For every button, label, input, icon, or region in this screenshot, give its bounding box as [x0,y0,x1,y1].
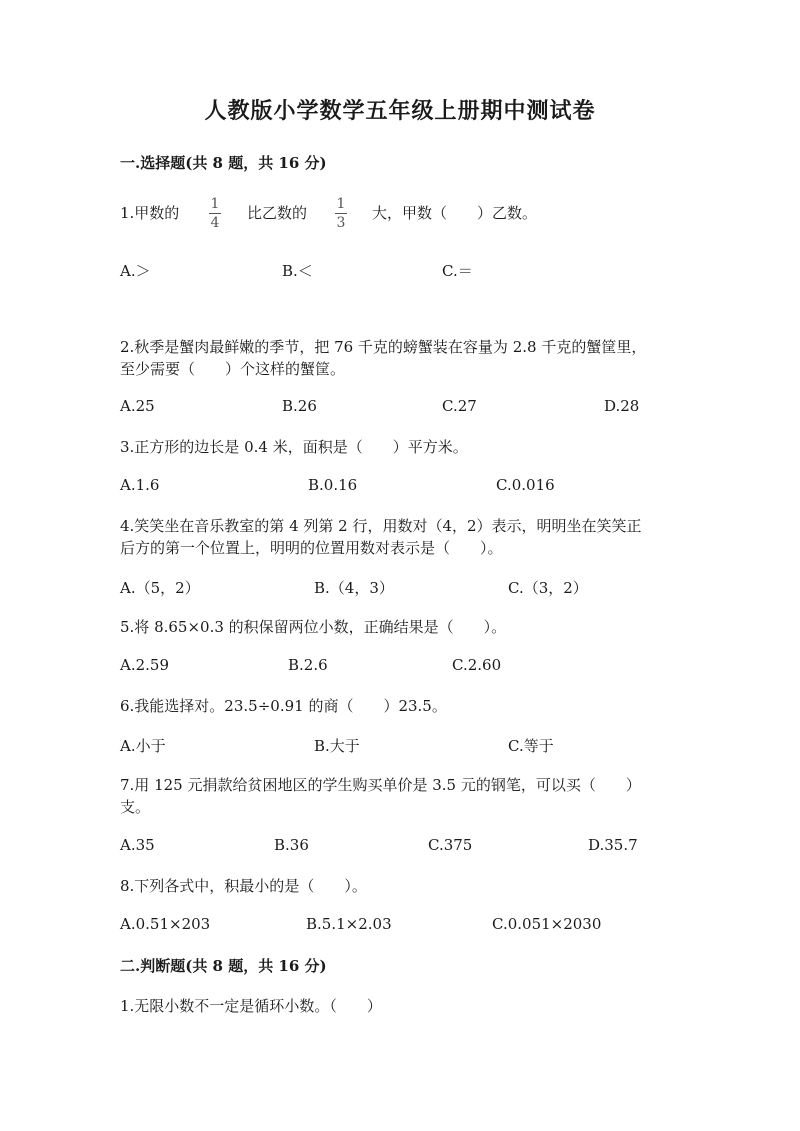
option-c[interactable]: C.375 [428,836,473,854]
option-a[interactable]: A.2.59 [120,656,169,674]
fraction-one-third [333,196,349,231]
question-text: 支。 [120,798,151,816]
option-b[interactable]: B.36 [274,836,309,854]
question-text: 至少需要（ ）个这样的蟹筐。 [120,360,346,378]
option-c[interactable]: C.27 [442,397,477,415]
option-a[interactable]: A.＞ [120,262,151,280]
option-a[interactable]: A.35 [120,836,155,854]
page-title: 人教版小学数学五年级上册期中测试卷 [204,98,596,124]
option-c[interactable]: C.等于 [508,737,554,755]
fraction-denominator: 3 [336,215,346,231]
fraction-numerator: 1 [210,196,220,212]
question-text: 2.秋季是蟹肉最鲜嫩的季节，把 76 千克的螃蟹装在容量为 2.8 千克的蟹筐里， [120,338,647,356]
option-c[interactable]: C.＝ [442,262,473,280]
option-c[interactable]: C.（3，2） [508,579,588,597]
question-text: 1.无限小数不一定是循环小数。（ ） [120,997,382,1015]
question-text: 8.下列各式中，积最小的是（ ）。 [120,877,367,895]
question-text: 比乙数的 [247,204,308,222]
section-heading-judgement: 二.判断题(共 8 题，共 16 分) [120,957,327,975]
option-b[interactable]: B.5.1×2.03 [306,915,392,933]
option-d[interactable]: D.35.7 [588,836,638,854]
option-b[interactable]: B.（4，3） [314,579,394,597]
option-b[interactable]: B.＜ [282,262,313,280]
option-b[interactable]: B.0.16 [308,476,358,494]
option-a[interactable]: A.（5，2） [120,579,200,597]
option-b[interactable]: B.大于 [314,737,360,755]
option-b[interactable]: B.2.6 [288,656,328,674]
question-text: 3.正方形的边长是 0.4 米，面积是（ ）平方米。 [120,438,468,456]
question-text: 大，甲数（ ）乙数。 [372,204,538,222]
option-c[interactable]: C.0.016 [496,476,555,494]
fraction-numerator: 1 [336,196,346,212]
fraction-bar [335,213,347,214]
section-heading-choice: 一.选择题(共 8 题，共 16 分) [120,154,327,172]
question-text: 5.将 8.65×0.3 的积保留两位小数，正确结果是（ ）。 [120,618,507,636]
fraction-denominator: 4 [210,215,220,231]
option-a[interactable]: A.小于 [120,737,166,755]
option-c[interactable]: C.2.60 [452,656,502,674]
question-text: 4.笑笑坐在音乐教室的第 4 列第 2 行，用数对（4，2）表示，明明坐在笑笑正 [120,517,642,535]
option-b[interactable]: B.26 [282,397,317,415]
question-text: 6.我能选择对。23.5÷0.91 的商（ ）23.5。 [120,697,447,715]
question-text: 1.甲数的 [120,204,180,222]
question-text: 后方的第一个位置上，明明的位置用数对表示是（ ）。 [120,539,503,557]
question-text: 7.用 125 元捐款给贫困地区的学生购买单价是 3.5 元的钢笔，可以买（ ） [120,776,641,794]
option-d[interactable]: D.28 [604,397,640,415]
option-a[interactable]: A.0.51×203 [120,915,211,933]
fraction-bar [209,213,221,214]
option-a[interactable]: A.1.6 [120,476,160,494]
option-c[interactable]: C.0.051×2030 [492,915,602,933]
option-a[interactable]: A.25 [120,397,155,415]
fraction-one-quarter [207,196,223,231]
